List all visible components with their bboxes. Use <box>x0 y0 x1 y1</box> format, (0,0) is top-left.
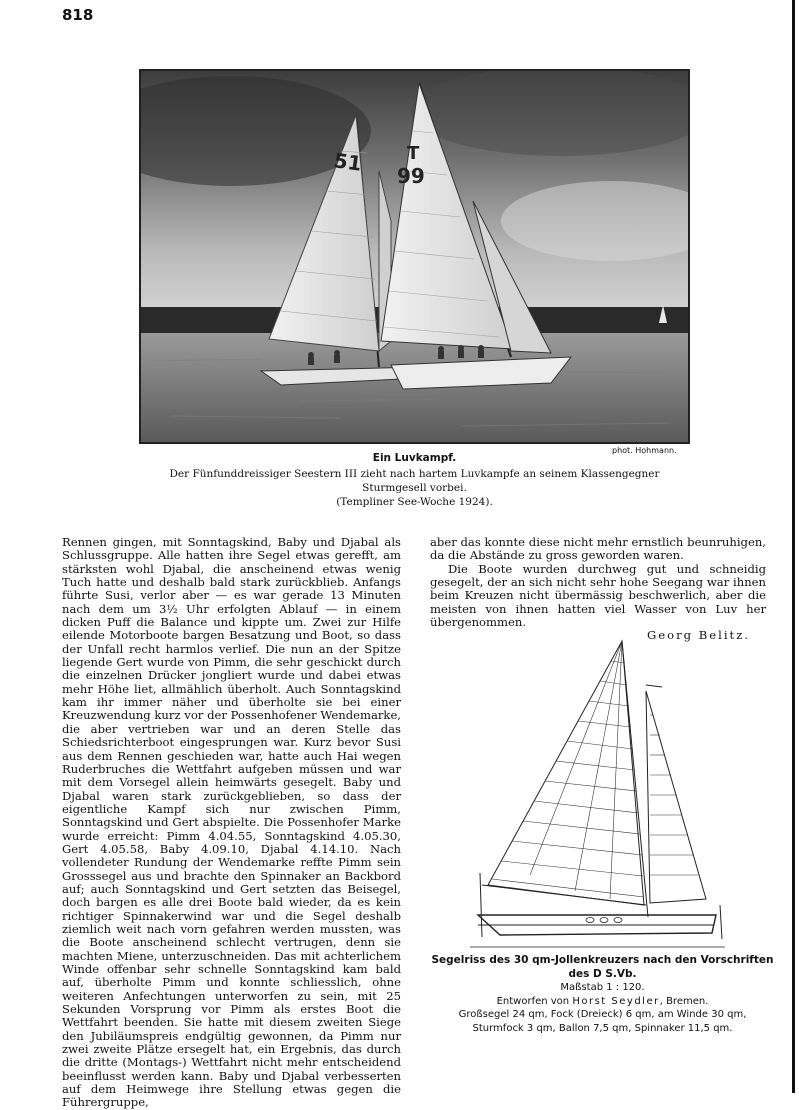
sail-letter-right: T <box>407 143 420 164</box>
designer-suffix: , Bremen. <box>659 995 709 1007</box>
regatta-photograph <box>139 69 690 444</box>
article-left-paragraph: Rennen gingen, mit Sonntagskind, Baby und Djabal als Schlussgruppe. Alle hatten ihre Segel etwas gerefft, am stärksten wohl Djabal, die anscheinend etwas wenig Tuch hatte und deshalb bald stark zurückblieb. Anfangs führte Susi, verlor aber — es war gerade 13 Minuten nach dem um 3½ Uhr erfolgten Ablauf — in einem dicken Puff die Balance und kippte um. Zwei zur Hilfe eilende Motorboote bargen Besatzung und Boot, so dass der Unfall recht harmlos verlief. Die nun an der Spitze liegende Gert wurde von Pimm, die sehr geschickt durch die einzelnen Drücker jongliert wurde und dabei etwas mehr Höhe liet, allmählich überholt. Auch Sonntagskind kam ihr immer näher und überholte sie bei einer Kreuzwendung kurz vor der Possenhofener Wendemarke, die aber vertrieben war und an deren Stelle das Schiedsrichterboot eingesprungen war. Kurz bevor Susi aus dem Rennen geschieden war, hatte auch Hai wegen Ruderbruches die Wettfahrt aufgeben müssen und war mit dem Vorsegel allein heimwärts gesegelt. Baby und Djabal waren stark zurückgeblieben, so dass der eigentliche Kampf sich nur zwischen Pimm, Sonntagskind und Gert abspielte. Die Possenhofer Marke wurde erreicht: Pimm 4.04.55, Sonntagskind 4.05.30, Gert 4.05.58, Baby 4.09.10, Djabal 4.14.10. Nach vollendeter Rundung der Wendemarke reffte Pimm sein Grosssegel aus und brachte den Spinnaker an Backbord auf; auch Sonntagskind und Gert setzten das Beisegel, doch bargen es alle drei Boote bald wieder, da es kein richtiger Spinnakerwind war und die Segel deshalb ziemlich weit nach vorn gefahren werden mussten, was die Boote anscheinend schlecht vertrugen, denn sie machten Miene, unterzuschneiden. Das mit achterlichem Winde offenbar sehr schnelle Sonntagskind kam bald auf, überholte Pimm und konnte schliesslich, ohne weiteren Anfechtungen unterworfen zu sein, mit 25 Sekunden Vorsprung vor Pimm als erstes Boot die Wettfahrt beenden. Sie hatte mit diesem zweiten Siege den Jubiläumspreis endgültig gewonnen, da Pimm nur zwei zweite Plätze ersegelt hat, ein Ergebnis, das durch die dritte (Montags-) Wettfahrt nicht mehr entscheidend beeinflusst werden kann. Baby und Djabal verbesserten auf dem Heimwege ihre Stellung etwas gegen die Führergruppe, <box>62 535 401 1110</box>
photo-caption-title: Ein Luvkampf. <box>372 452 457 464</box>
page-number: 818 <box>62 6 94 24</box>
designer-name: Horst Seydler <box>572 995 660 1007</box>
article-right-paragraph-1: aber das konnte diese nicht mehr ernstlich beunruhigen, da die Abstände zu gross geworden waren. <box>430 535 766 563</box>
designer-prefix: Entworfen von <box>496 995 570 1007</box>
drawing-designer <box>430 995 775 1009</box>
photo-caption <box>139 467 690 509</box>
photo-credit: phot. Hohmann. <box>612 446 677 455</box>
drawing-title: Segelriss des 30 qm-Jollenkreuzers nach den Vorschriften des D S.Vb. <box>431 954 774 980</box>
drawing-specs-line1: Großsegel 24 qm, Fock (Dreieck) 6 qm, am Winde 30 qm, <box>458 1009 747 1020</box>
mainsail-outline <box>488 641 644 905</box>
sail-number-left: 51 <box>332 148 364 176</box>
article-right-paragraph-2: Die Boote wurden durchweg gut und schneidig gesegelt, der an sich nicht sehr hohe Seegang war ihnen beim Kreuzen nicht übermässig beschwerlich, aber die meisten von ihnen hatten viel Wasser von Luv her übergenommen. <box>430 561 766 630</box>
jib-outline <box>646 691 706 903</box>
drawing-caption <box>430 954 775 1035</box>
article-author: Georg Belitz. <box>646 628 750 643</box>
sail-plan-drawing <box>470 635 735 950</box>
photo-caption-line2: (Templiner See-Woche 1924). <box>336 496 493 508</box>
article-right-column <box>430 536 766 643</box>
article-left-column <box>62 536 401 1110</box>
drawing-specs-line2: Sturmfock 3 qm, Ballon 7,5 qm, Spinnaker 11,5 qm. <box>472 1022 733 1034</box>
drawing-scale: Maßstab 1 : 120. <box>560 982 645 993</box>
photo-caption-line1: Der Fünfunddreissiger Seestern III zieht nach hartem Luvkampfe an seinem Klassengegner Sturmgesell vorbei. <box>169 468 660 494</box>
sail-number-right: 99 <box>397 164 425 188</box>
page-edge-border <box>792 0 795 1093</box>
